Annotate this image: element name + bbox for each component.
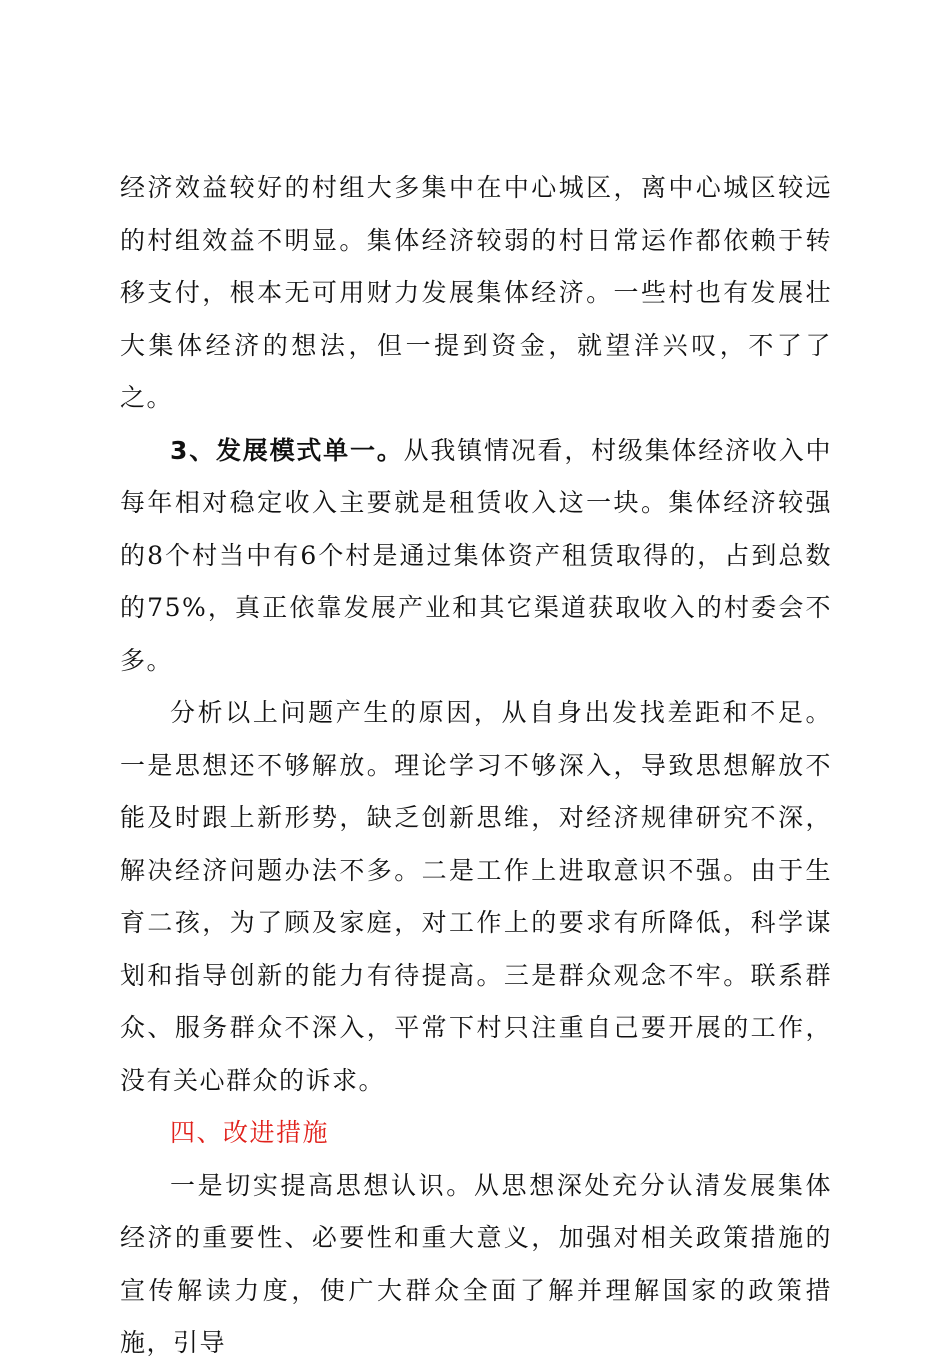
paragraph-funding: 经济效益较好的村组大多集中在中心城区，离中心城区较远的村组效益不明显。集体经济较弱的村日常运作都依赖于转移支付，根本无可用财力发展集体经济。一些村也有发展壮大集体经济的想法，但一提到资金，就望洋兴叹，不了了之。 (120, 173, 832, 412)
section-heading-improvements: 四、改进措施 (170, 1118, 330, 1147)
paragraph-lead-bold: 3、发展模式单一。 (170, 435, 404, 465)
paragraph-cause-analysis: 分析以上问题产生的原因，从自身出发找差距和不足。一是思想还不够解放。理论学习不够深入，导致思想解放不能及时跟上新形势，缺乏创新思维，对经济规律研究不深，解决经济问题办法不多。二是工作上进取意识不强。由于生育二孩，为了顾及家庭，对工作上的要求有所降低，科学谋划和指导创新的能力有待提高。三是群众观念不牢。联系群众、服务群众不深入，平常下村只注重自己要开展的工作，没有关心群众的诉求。 (120, 698, 832, 1095)
paragraph-development-mode-body: 从我镇情况看，村级集体经济收入中每年相对稳定收入主要就是租赁收入这一块。集体经济较强的8个村当中有6个村是通过集体资产租赁取得的，占到总数的75%，真正依靠发展产业和其它渠道获取收入的村委会不多。 (120, 435, 832, 675)
paragraph-improvement-1: 一是切实提高思想认识。从思想深处充分认清发展集体经济的重要性、必要性和重大意义，加强对相关政策措施的宣传解读力度，使广大群众全面了解并理解国家的政策措施，引导 (120, 1170, 832, 1357)
paragraph-development-mode (120, 425, 832, 688)
document-body (120, 162, 832, 1370)
